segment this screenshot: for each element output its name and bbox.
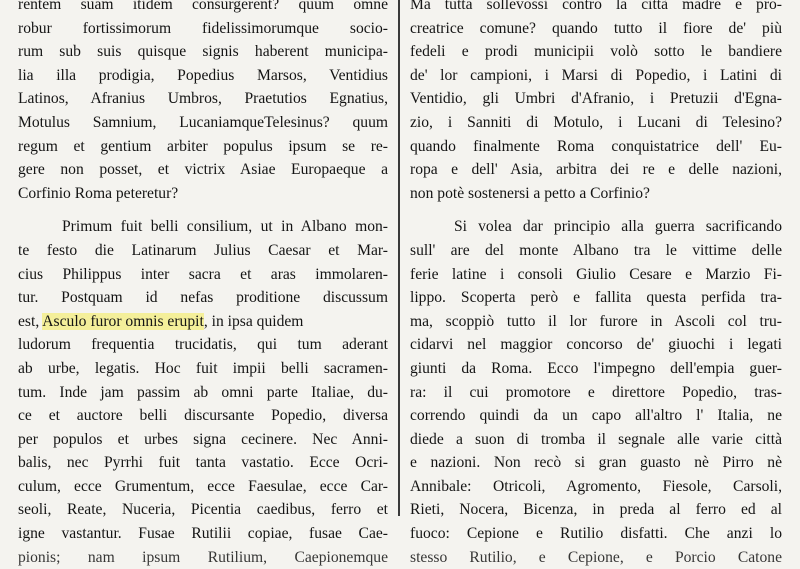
text-line: tur. Postquam id nefas proditione discussum — [18, 289, 388, 307]
text-line: Primum fuit belli consilium, ut in Albano mon- — [62, 218, 388, 236]
text-line: cius Philippus inter sacra et aras immolaren- — [18, 265, 388, 283]
text-segment: , in ipsa quidem — [203, 312, 304, 330]
text-line: sull' are del monte Albano tra le vittime delle — [410, 241, 782, 259]
text-line: gere non posset, et victrix Asiae Europaeque a — [18, 161, 388, 179]
text-line: Corfinio Roma peteretur? — [18, 184, 179, 202]
text-line: Rieti, Nocera, Bicenza, in preda al ferro ed al — [410, 501, 782, 519]
text-line: te festo die Latinarum Julius Caesar et Mar- — [18, 241, 388, 259]
text-line: ce et auctore belli discursante Popedio, diversa — [18, 407, 388, 425]
text-line: tum. Inde jam passim ab omni parte Italiae, du- — [18, 383, 388, 401]
text-line: lippo. Scoperta però e fallita questa perfida tra- — [410, 289, 782, 307]
text-line: creatrice comune? quando tutto il fiore de' più — [410, 19, 782, 37]
text-line: stesso Rutilio, e Cepione, e Porcio Catone — [410, 548, 782, 566]
text-line: de' lor campioni, i Marsi di Popedio, i Latini di — [410, 66, 782, 84]
text-line — [18, 310, 388, 334]
text-line: fuoco: Cepione e Rutilio disfatti. Che anzi lo — [410, 525, 782, 543]
text-line: Motulus Samnium, LucaniamqueTelesinus? quum — [18, 113, 388, 131]
text-line: giunti da Roma. Ecco l'impegno dell'empia guer- — [410, 359, 782, 377]
text-line: igne vastantur. Fusae Rutilii copiae, fusae Cae- — [18, 525, 388, 543]
text-line: ab urbe, legatis. Hoc fuit impii belli sacramen- — [18, 359, 388, 377]
text-line: correndo quindi da un capo all'altro l' Italia, ne — [410, 407, 782, 425]
latin-paragraph-1 — [18, 0, 388, 205]
text-line: Ventidio, gli Umbri d'Afranio, i Pretuzii d'Egna- — [410, 90, 782, 108]
text-line: ferie latine i consoli Giulio Cesare e Marzio Fi- — [410, 265, 782, 283]
text-line: robur fortissimorum fidelissimorumque socio- — [18, 19, 388, 37]
text-line: lia illa prodigia, Popedius Marsos, Ventidius — [18, 66, 388, 84]
latin-column — [18, 0, 388, 569]
italian-column — [410, 0, 782, 569]
text-line: non potè sostenersi a petto a Corfinio? — [410, 184, 650, 202]
text-line: rum sub suis quisque signis haberent municipa- — [18, 43, 388, 61]
text-line: Ma tutta sollevossi contro la città madre e pro- — [410, 0, 782, 13]
text-line: Si volea dar principio alla guerra sacrificando — [454, 218, 782, 236]
text-line: cidarvi nel maggior concorso de' giuochi i legati — [410, 336, 782, 354]
text-line: zio, i Sanniti di Motulo, i Lucani di Telesino? — [410, 113, 782, 131]
text-line: ropa e dell' Asia, arbitra dei re e delle nazioni, — [410, 161, 782, 179]
text-line: ludorum frequentia trucidatis, qui tum aderant — [18, 336, 388, 354]
text-line: e nazioni. Non recò si gran guasto nè Pirro nè — [410, 454, 782, 472]
text-line: fedeli e prodi municipii volò sotto le bandiere — [410, 43, 782, 61]
text-line: ma, scoppiò tutto il lor furore in Ascoli col tru- — [410, 312, 782, 330]
italian-paragraph-2 — [410, 215, 782, 569]
text-line: culum, ecce Grumentum, ecce Faesulae, ecce Car- — [18, 477, 388, 495]
highlighted-phrase: Asculo furor omnis erupit — [42, 312, 204, 330]
text-line: quando finalmente Roma conquistatrice dell' Eu- — [410, 137, 782, 155]
text-line: seoli, Reate, Nuceria, Picentia caedibus, ferro et — [18, 501, 388, 519]
latin-paragraph-2 — [18, 215, 388, 569]
italian-paragraph-1 — [410, 0, 782, 205]
text-line: pionis; nam ipsum Rutilium, Caepionemque — [18, 548, 388, 566]
text-segment: est, — [18, 312, 43, 330]
text-line: regum et gentium arbiter populus ipsum se re- — [18, 137, 388, 155]
column-divider — [398, 0, 400, 516]
text-line: Annibale: Otricoli, Agromento, Fiesole, Carsoli, — [410, 477, 782, 495]
text-line: diede a suon di tromba il segnale alle varie città — [410, 430, 782, 448]
text-line: ra: il cui promotore e direttore Popedio, tras- — [410, 383, 782, 401]
text-line: Latinos, Afranius Umbros, Praetutios Egnatius, — [18, 90, 388, 108]
text-line: per populos et urbes signa cecinere. Nec Anni- — [18, 430, 388, 448]
text-line: balis, nec Pyrrhi fuit tanta vastatio. Ecce Ocri- — [18, 454, 388, 472]
text-line: rentem suam itidem consurgerent? quum omne — [18, 0, 388, 13]
